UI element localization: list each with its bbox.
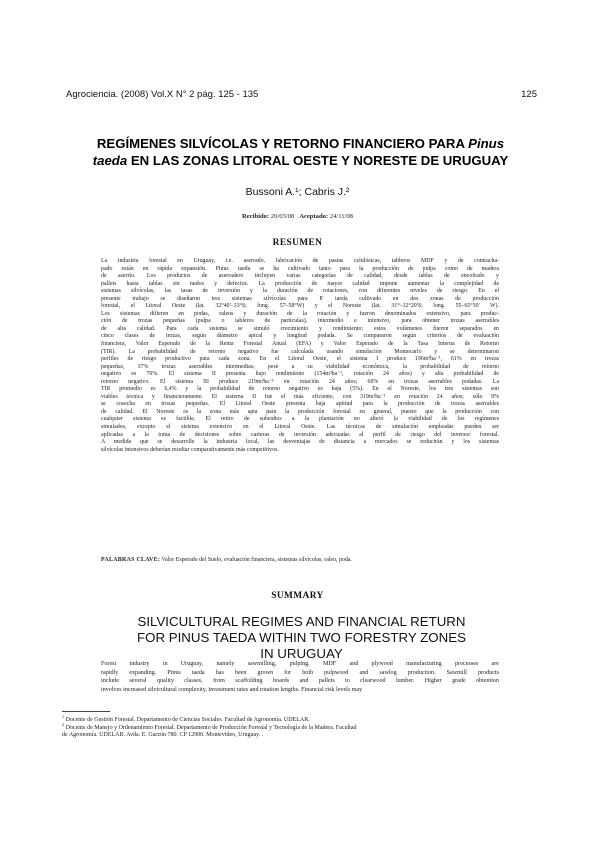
footnote-mark: 1	[62, 714, 65, 719]
footnotes	[62, 714, 538, 740]
journal-citation: Agrociencia. (2008) Vol.X N° 2 pág. 125 - 135	[66, 89, 259, 100]
article-dates	[0, 213, 595, 220]
english-title-line: SILVICULTURAL REGIMES AND FINANCIAL RETURN	[137, 614, 466, 629]
title-line-1: REGÍMENES SILVÍCOLAS Y RETORNO FINANCIERO PARA	[96, 136, 465, 151]
received-label: Recibido:	[242, 213, 270, 220]
abstract-line: rapidly expanding. Pinus taeda has been grown for both pulpwood and sawlog production. Sawmill products	[101, 669, 499, 676]
abstract-line: sistemas silvícolas, las tasas de inversión y la duración de rotaciones, con diferentes niveles de riesgo. En el	[101, 288, 499, 295]
abstract-line: de calidad. El Noreste es la zona más apta para la producción forestal en general, puesto que la producción con	[101, 408, 499, 415]
resumen-heading: RESUMEN	[272, 238, 323, 248]
article-title	[62, 135, 539, 169]
summary-heading: SUMMARY	[271, 591, 324, 601]
abstract-line: pequeñas, 37% trozas aserrables intermedias; pese a su viabilidad económica, la probabilidad de retorno	[101, 363, 499, 370]
title-species-epithet: taeda	[92, 153, 128, 168]
abstract-line: La industria forestal en Uruguay, i.e. aserrado, fabricación de pastas celulósicas, tableros MDF y de contracha-	[101, 258, 499, 264]
abstract-line: negativo es 70%. El sistema II presenta bajo rendimiento (154m³ha⁻¹, rotación 24 años) y alta probabilidad de	[101, 371, 499, 378]
abstract-line: presente trabajo se diseñaron tres sistemas silvícolas para P. taeda cultivado en dos zonas de producción	[101, 295, 499, 302]
page-number: 125	[521, 89, 537, 100]
abstract-line: simulados, excepto el sistema extensivo en el Litoral Oeste. Las técnicas de simulación empleadas pueden ser	[101, 424, 499, 431]
abstract-line: retorno negativo. El sistema III produce 219m³ha⁻¹ en rotación 24 años; 60% en trozas aserrables podadas. La	[101, 378, 499, 385]
abstract-line: ción de trozas pequeñas (pulpa o tableros de partículas), intermedio e intensivo, para obtener trozas aserrables	[101, 318, 499, 325]
english-title-line: FOR PINUS TAEDA WITHIN TWO FORESTRY ZONES	[136, 630, 466, 645]
footnote-text: Docente de Manejo y Ordenamiento Forestal. Departamento de Producción Forestal y Tecnología de la Madera. Facultad	[65, 724, 357, 731]
abstract-line: Los sistemas difieren en podas, raleos y duración de la rotación y fueron denominados extensivo, para produc-	[101, 310, 499, 317]
abstract-line: cualquier sistema es factible. El retiro de subsidios a la plantación no alteró la viabilidad de los regímenes	[101, 416, 499, 423]
footnote-line	[62, 732, 538, 740]
abstract-line: forestal, el Litoral Oeste (lat. 32°40'–33°S; long. 57–58°W) y el Noreste (lat. 31°–32°20'S; long. 55–65°30' W).	[101, 303, 499, 310]
resumen-body	[101, 258, 499, 454]
english-title	[90, 614, 513, 662]
summary-body	[101, 660, 499, 694]
accepted-label: Aceptado:	[299, 213, 329, 220]
abstract-line: include several quality classes, from scaffolding boards and pallets to clearwood lumber. Higher grade obtention	[101, 678, 499, 685]
abstract-line: de aserrío. Los productos de aserradero incluyen varias categorías de calidad, desde tablas de encofrado y	[101, 273, 499, 280]
abstract-line: Forest industry in Uruguay, namely sawmilling, pulping, MDF and plywood manufacturing processes are	[101, 661, 499, 667]
footnote-line	[62, 714, 538, 725]
abstract-line: financiera, Valor Esperado de la Renta Forestal Anual (EFA) y Valor Esperado de la Tasa Interna de Retorno	[101, 341, 499, 348]
abstract-line: cinco clases de trozas, según diámetro apical y longitud podada. Se compararon según criterios de evaluación	[101, 333, 499, 340]
abstract-line: de alta calidad. Para cada sistema se simuló crecimiento y rendimiento; estos volúmenes fueron separados en	[101, 325, 499, 332]
abstract-line: aplicadas a la toma de decisiones sobre carteras de inversión adecuadas al perfil de riesgo del inversor forestal.	[101, 431, 499, 438]
running-header	[66, 89, 537, 103]
footnote-text: Docente de Gestión Forestal. Departamento de Ciencias Sociales. Facultad de Agronomía. UDELAR.	[65, 717, 310, 723]
abstract-line: se cosecha en trozas pequeñas. El Litoral Oeste presenta baja aptitud para la producción de trozas aserrables	[101, 401, 499, 408]
received-date: 20/03/08	[270, 213, 295, 220]
footnote-line	[62, 721, 538, 733]
abstract-line: A medida que se desarrolle la industria local, las desventajas de distancia a mercados se reducirán y los sistemas	[101, 439, 499, 446]
keywords	[101, 557, 499, 565]
abstract-line: (TIR). La probabilidad de retorno negativo fue calculada usando simulación Montecarlo y se determinaron	[101, 348, 499, 355]
accepted-date: 24/11/08	[329, 213, 353, 220]
footnote-mark: 2	[62, 721, 65, 727]
abstract-line: pado están en rápida expansión. Pinus taeda se ha cultivado tanto para la producción de pulpa como de madera	[101, 265, 499, 272]
abstract-line: perfiles de riesgo productivo para cada zona. En el Litoral Oeste, el sistema I produce 196m³ha⁻¹, 61% en trozas	[101, 356, 499, 363]
abstract-line: involves increased silvicultural complexity, investment rates and rotation lengths. Financial risk levels may	[101, 686, 363, 693]
footnote-rule	[62, 711, 110, 712]
title-species-genus: Pinus	[468, 136, 505, 151]
english-title-line: IN URUGUAY	[260, 646, 343, 661]
abstract-line: TIR promedio es 6,4% y la probabilidad de retorno negativo es baja (5%). En el Noreste, los tres sistemas son	[101, 386, 499, 393]
abstract-line: viables técnica y financieramente. El sistema II fue el más eficiente, con 319m³ha⁻¹ en rotación 24 años; sólo 9%	[101, 393, 499, 400]
abstract-line: pallets hasta tablas sin nudos y defectos. La producción de mayor calidad impone aumentar la complejidad de	[101, 280, 499, 287]
keywords-text: Valor Esperado del Suelo, evaluación financiera, sistemas silvícolas, raleo, poda.	[161, 557, 352, 563]
footnote-text: de Agronomía. UDELAR. Avda. E. Garzón 780. CP 12900. Montevideo, Uruguay. .	[62, 732, 264, 739]
keywords-label: PALABRAS CLAVE:	[101, 557, 161, 563]
title-line-2: EN LAS ZONAS LITORAL OESTE Y NORESTE DE URUGUAY	[130, 153, 509, 168]
authors: Bussoni A.¹; Cabris J.²	[245, 186, 350, 198]
abstract-line: silvícolas intensivos deberían resultar comparativamente más competitivos.	[101, 446, 279, 453]
